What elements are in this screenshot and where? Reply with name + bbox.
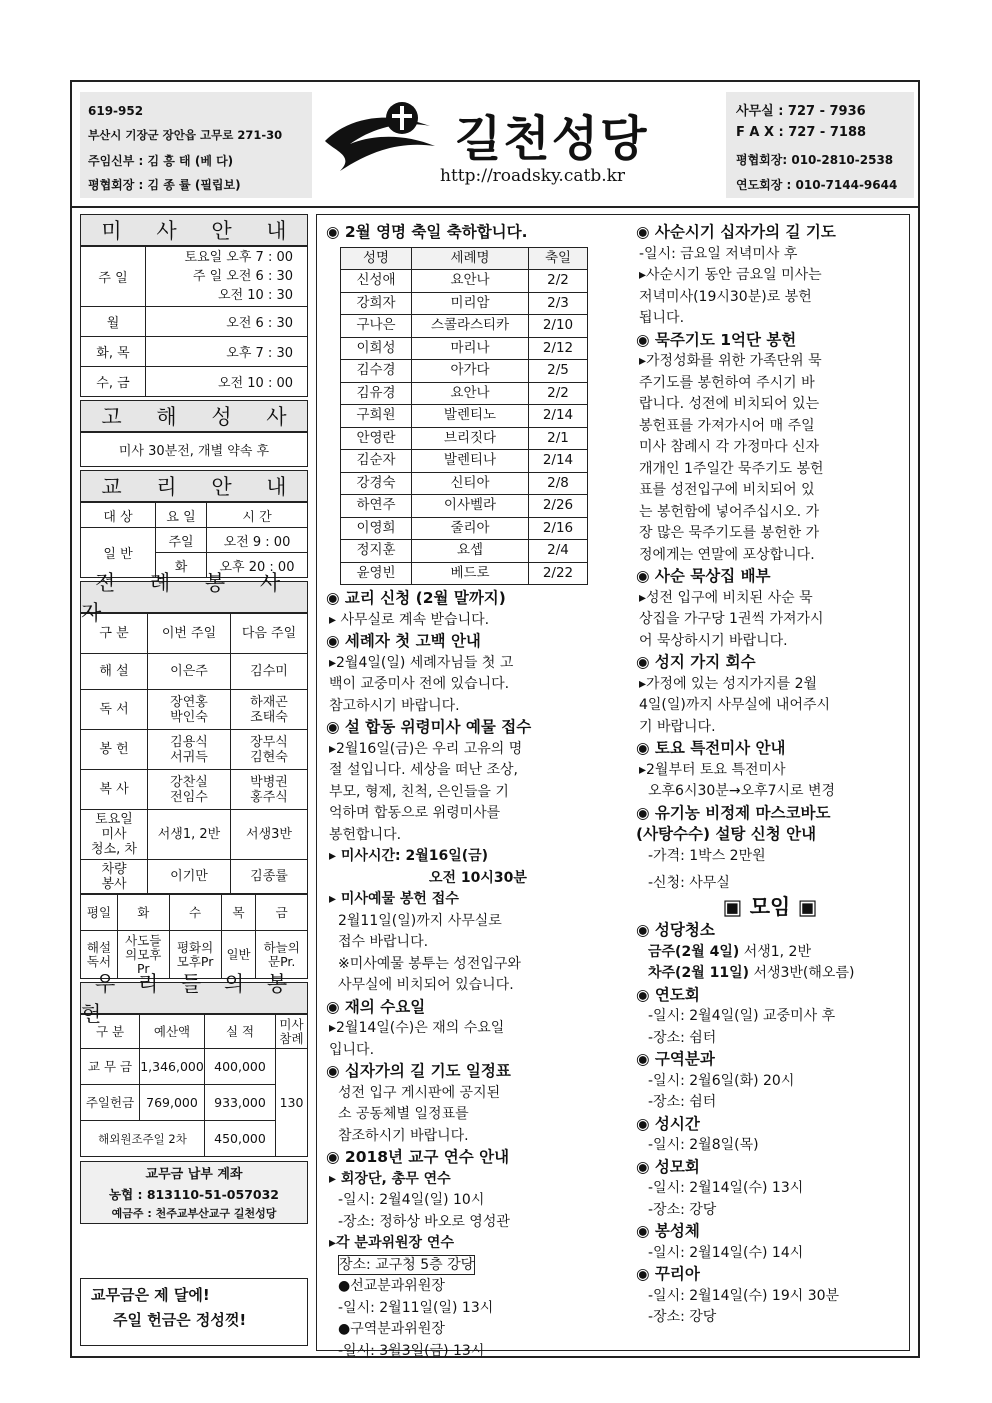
- col-header: 세례명: [412, 247, 529, 270]
- account-holder: 예금주 : 천주교부산교구 길천성당: [81, 1204, 308, 1224]
- mass-title: 미 사 안 내: [80, 214, 308, 246]
- section-text: -장소: 강당: [648, 1309, 717, 1325]
- mass-time: 오후 7 : 30: [146, 337, 308, 367]
- meetings-title: ▣ 모임 ▣: [722, 894, 818, 919]
- catechism-title: 교 리 안 내: [80, 470, 308, 502]
- feast-baptism: 요안나: [412, 270, 529, 293]
- ministers-title: 전 례 봉 사 자: [80, 581, 308, 613]
- section-text: 입니다.: [329, 1041, 375, 1058]
- section-text: ▸2월14일(수)은 재의 수요일: [329, 1020, 505, 1036]
- account-table: [80, 1161, 308, 1224]
- col-header: 실 적: [205, 1015, 276, 1049]
- catechism-day: 주일: [156, 528, 207, 553]
- feast-date: 2/1: [529, 427, 588, 450]
- section-text: ●선교분과위원장: [338, 1278, 445, 1294]
- col-header: 평일: [81, 895, 118, 931]
- section-text: 오후6시30분→오후7시로 변경: [648, 783, 836, 799]
- section-text: ▸2월16일(금)은 우리 고유의 명: [329, 740, 523, 757]
- feast-date: 2/8: [529, 472, 588, 495]
- section-text: -일시: 2월11일(일) 13시: [338, 1299, 494, 1316]
- section-heading: ◉ 세례자 첫 고백 안내: [326, 632, 481, 650]
- col-header: 예산액: [140, 1015, 205, 1049]
- table-row: [341, 292, 588, 315]
- section-text: -장소: 정하상 바오로 영성관: [338, 1213, 510, 1230]
- feast-date: 2/2: [529, 270, 588, 293]
- section-text: -일시: 2월14일(수) 14시: [648, 1244, 804, 1261]
- catechism-group: 일 반: [81, 528, 156, 578]
- feast-date: 2/14: [529, 450, 588, 473]
- col-header: 수: [169, 895, 221, 931]
- offering-label: 주일헌금: [81, 1085, 140, 1121]
- table-row: [341, 472, 588, 495]
- offering-actual: 450,000: [205, 1121, 276, 1157]
- section-text: 백이 교중미사 전에 있습니다.: [329, 676, 510, 692]
- section-text: -일시: 2월4일(일) 10시: [338, 1192, 485, 1208]
- minister-next: 김수미: [231, 654, 308, 690]
- minister-role: 차량 봉사: [81, 860, 148, 894]
- feast-baptism: 발렌티나: [412, 450, 529, 473]
- minister-this: 이은주: [148, 654, 231, 690]
- minister-role: 토요일 미사 청소, 차: [81, 810, 148, 860]
- council-chair: 평협회장 : 김 종 률 (필립보): [88, 178, 241, 192]
- section-text: 참고하시기 바랍니다.: [329, 697, 460, 714]
- offering-budget: 1,346,000: [140, 1049, 205, 1085]
- minister-this: 서생1, 2반: [148, 810, 231, 860]
- section-text: 2월11일(일)까지 사무실로: [338, 912, 502, 929]
- col-header: 성명: [341, 247, 412, 270]
- col-header: 시 간: [207, 503, 308, 528]
- feast-date: 2/14: [529, 405, 588, 428]
- feast-date: 2/26: [529, 495, 588, 518]
- feast-baptism: 줄리아: [412, 517, 529, 540]
- col-header: 구 분: [81, 614, 148, 654]
- section-text: 절 설입니다. 세상을 떠난 조상,: [329, 762, 518, 778]
- section-heading: ◉ 재의 수요일: [326, 997, 426, 1016]
- section-text: 사무실에 비치되어 있습니다.: [338, 977, 514, 993]
- mass-time: 오전 10 : 00: [146, 367, 308, 397]
- weekday-value: 사도들 의모후 Pr: [118, 931, 170, 979]
- mass-time: 오전 10 : 30: [218, 288, 293, 303]
- right-column: [636, 222, 904, 1329]
- feast-baptism: 발렌티노: [412, 405, 529, 428]
- church-address: 부산시 기장군 장안읍 고무로 271-30: [88, 128, 283, 142]
- feast-name: 이영희: [341, 517, 412, 540]
- minister-role: 봉 헌: [81, 730, 148, 770]
- website-url[interactable]: http://roadsky.catb.kr: [440, 166, 626, 186]
- section-heading: ◉ 묵주기도 1억단 봉헌: [636, 330, 797, 349]
- section-text: 어 묵상하시기 바랍니다.: [639, 632, 788, 649]
- offering-label: 교 무 금: [81, 1049, 140, 1085]
- col-header: 다음 주일: [231, 614, 308, 654]
- col-header: 구 분: [81, 1015, 140, 1049]
- section-text: -일시: 2월6일(화) 20시: [648, 1072, 795, 1089]
- section-text: 저녁미사(19시30분)로 봉헌: [639, 288, 812, 305]
- table-row: [341, 270, 588, 293]
- confession-text: 미사 30분전, 개별 약속 후: [81, 433, 308, 467]
- section-text: 미사 참례시 각 가정마다 신자: [639, 439, 820, 455]
- weekday-table: [80, 894, 308, 979]
- catechism-day: 화: [156, 553, 207, 578]
- feast-baptism: 이사벨라: [412, 495, 529, 518]
- minister-this: 이기만: [148, 860, 231, 894]
- minister-this: 강찬실 전임수: [148, 770, 231, 810]
- table-row: [341, 450, 588, 473]
- feast-date: 2/12: [529, 337, 588, 360]
- section-text: -일시: 2월4일(일) 교중미사 후: [648, 1008, 836, 1024]
- section-text: 상집을 가구당 1권씩 가져가시: [639, 611, 824, 627]
- section-text: -장소: 쉼터: [648, 1094, 717, 1110]
- yeondo-phone: 연도회장 : 010-7144-9644: [736, 178, 898, 192]
- feast-baptism: 요안나: [412, 382, 529, 405]
- feast-date: 2/3: [529, 292, 588, 315]
- section-heading: ◉ 연도회: [636, 985, 700, 1004]
- left-column: [80, 214, 308, 1224]
- feast-table: [340, 247, 588, 586]
- section-text: 는 봉헌함에 넣어주십시오. 가: [639, 503, 820, 520]
- ministers-table: [80, 613, 308, 894]
- offering-title: 우 리 들 의 봉 헌: [80, 982, 308, 1014]
- catechism-time: 오전 9 : 00: [207, 528, 308, 553]
- weekday-value: 평화의 모후Pr: [169, 931, 221, 979]
- note-line: 교무금은 제 달에!: [91, 1286, 210, 1304]
- section-text: ▸ 사무실로 계속 받습니다.: [329, 611, 490, 628]
- minister-next: 김종률: [231, 860, 308, 894]
- section-heading: ◉ 성지 가지 회수: [636, 653, 756, 671]
- minister-next: 박병권 홍주식: [231, 770, 308, 810]
- table-row: [341, 337, 588, 360]
- section-text: 억하며 합동으로 위령미사를: [329, 805, 501, 821]
- minister-this: 장연홍 박인숙: [148, 690, 231, 730]
- feast-baptism: 스콜라스티카: [412, 315, 529, 338]
- section-text: -장소: 쉼터: [648, 1029, 717, 1046]
- section-text: ▸2월부터 토요 특전미사: [639, 761, 786, 778]
- minister-role: 독 서: [81, 690, 148, 730]
- mass-time-line: 오전 10시30분: [429, 869, 527, 886]
- postal-code: 619-952: [88, 104, 144, 118]
- section-text: 장 많은 묵주기도를 봉헌한 가: [639, 525, 820, 541]
- col-header: 미사 참례: [276, 1015, 308, 1049]
- section-text: ※미사예물 봉투는 성전입구와: [338, 955, 521, 972]
- table-row: [341, 562, 588, 585]
- section-text: -장소: 강당: [648, 1201, 717, 1218]
- feast-name: 김순자: [341, 450, 412, 473]
- section-heading: ◉ 구역분과: [636, 1050, 715, 1068]
- minister-next: 하재곤 조태숙: [231, 690, 308, 730]
- section-heading: (사탕수수) 설탕 신청 안내: [636, 825, 817, 843]
- attendance-count: 130: [276, 1049, 308, 1157]
- section-heading: ◉ 사순시기 십자가의 길 기도: [636, 223, 836, 241]
- mass-time: 오전 6 : 30: [146, 307, 308, 337]
- section-heading: ◉ 2018년 교구 연수 안내: [326, 1148, 510, 1166]
- minister-next: 장무식 김현숙: [231, 730, 308, 770]
- table-row: [341, 495, 588, 518]
- section-text: ▸가정에 있는 성지가지를 2월: [639, 675, 818, 692]
- section-text: ▸2월4일(일) 세례자님들 첫 고: [329, 654, 514, 671]
- feast-baptism: 신티아: [412, 472, 529, 495]
- feast-baptism: 브리짓다: [412, 427, 529, 450]
- account-title: 교무금 납부 계좌: [81, 1162, 308, 1184]
- subheading: ▸ 미사예물 봉헌 접수: [329, 891, 459, 907]
- feast-date: 2/22: [529, 562, 588, 585]
- feast-name: 강희자: [341, 292, 412, 315]
- cleaning-week: 차주(2월 11일): [648, 965, 749, 981]
- feast-name: 이희성: [341, 337, 412, 360]
- feast-name: 구희원: [341, 405, 412, 428]
- account-number: 농협 : 813110-51-057032: [81, 1184, 308, 1204]
- cleaning-group: 서생1, 2반: [739, 943, 811, 960]
- feast-name: 김수경: [341, 360, 412, 383]
- table-row: [341, 517, 588, 540]
- section-heading: ◉ 설 합동 위령미사 예물 접수: [326, 718, 532, 736]
- feast-name: 신성애: [341, 270, 412, 293]
- col-header: 금: [256, 895, 308, 931]
- col-header: 이번 주일: [148, 614, 231, 654]
- feast-baptism: 요셉: [412, 540, 529, 563]
- subheading: ▸ 회장단, 총무 연수: [329, 1170, 451, 1187]
- section-text: -일시: 2월14일(수) 13시: [648, 1180, 804, 1196]
- section-heading: ◉ 봉성체: [636, 1222, 700, 1240]
- col-header: 축일: [529, 247, 588, 270]
- feast-name: 구나은: [341, 315, 412, 338]
- section-text: 성전 입구 게시판에 공지된: [338, 1084, 501, 1101]
- fax-number: F A X : 727 - 7188: [736, 125, 867, 140]
- weekday-role: 해설 독서: [81, 931, 118, 979]
- section-text: 소 공동체별 일정표를: [338, 1106, 469, 1122]
- offering-budget: 769,000: [140, 1085, 205, 1121]
- section-text: 개개인 1주일간 묵주기도 봉헌: [639, 460, 824, 477]
- col-header: 대 상: [81, 503, 156, 528]
- weekday-value: 하늘의 문Pr.: [256, 931, 308, 979]
- office-phone: 사무실 : 727 - 7936: [736, 104, 866, 119]
- section-heading: ◉ 성모회: [636, 1157, 700, 1176]
- table-row: [341, 405, 588, 428]
- section-text: -일시: 금요일 저녁미사 후: [639, 245, 798, 262]
- section-heading: ◉ 꾸리아: [636, 1265, 700, 1283]
- feast-date: 2/5: [529, 360, 588, 383]
- section-heading: ◉ 사순 묵상집 배부: [636, 567, 771, 585]
- section-text: 랍니다. 성전에 비치되어 있는: [639, 396, 820, 412]
- church-name: 길천성당: [455, 111, 649, 167]
- feast-baptism: 미리암: [412, 292, 529, 315]
- feast-name: 안영란: [341, 427, 412, 450]
- section-text: ▸가정성화를 위한 가족단위 묵: [639, 353, 822, 369]
- minister-role: 복 사: [81, 770, 148, 810]
- offering-actual: 400,000: [205, 1049, 276, 1085]
- catechism-time: 오후 20 : 00: [207, 553, 308, 578]
- mass-day: 수, 금: [81, 367, 146, 397]
- pastor-name: 주임신부 : 김 흥 태 (베 다): [88, 154, 234, 168]
- mass-time: 토요일 오후 7 : 00: [184, 250, 293, 265]
- mass-time-line: ▸ 미사시간: 2월16일(금): [329, 848, 489, 864]
- section-heading: ◉ 토요 특전미사 안내: [636, 739, 786, 757]
- mass-table: [80, 246, 308, 397]
- section-text: 기 바랍니다.: [639, 718, 716, 735]
- section-text: ▸사순시기 동안 금요일 미사는: [639, 267, 822, 283]
- feast-baptism: 마리나: [412, 337, 529, 360]
- section-text: -신청: 사무실: [648, 875, 730, 891]
- section-text: 표를 성전입구에 비치되어 있: [639, 482, 815, 498]
- section-text: 봉헌합니다.: [329, 826, 402, 843]
- section-text: 부모, 형제, 친척, 은인들을 기: [329, 783, 509, 800]
- section-text: -일시: 2월8일(목): [648, 1137, 759, 1153]
- section-text: -일시: 3월3일(금) 13시: [338, 1342, 485, 1359]
- section-text: 참조하시기 바랍니다.: [338, 1127, 469, 1144]
- feast-name: 하연주: [341, 495, 412, 518]
- feast-baptism: 베드로: [412, 562, 529, 585]
- feast-name: 정지훈: [341, 540, 412, 563]
- col-header: 목: [221, 895, 256, 931]
- table-row: [341, 315, 588, 338]
- table-row: [341, 360, 588, 383]
- cleaning-group: 서생3반(해오름): [749, 965, 855, 981]
- cleaning-week: 금주(2월 4일): [648, 943, 740, 960]
- church-logo: [320, 96, 460, 176]
- offering-actual: 933,000: [205, 1085, 276, 1121]
- section-text: 4일(일)까지 사무실에 내어주시: [639, 697, 831, 713]
- subheading: ▸각 분과위원장 연수: [329, 1235, 454, 1251]
- feast-baptism: 아가다: [412, 360, 529, 383]
- section-heading: ◉ 성당청소: [636, 921, 715, 939]
- section-text: 됩니다.: [639, 310, 685, 326]
- section-text: ▸성전 입구에 비치된 사순 묵: [639, 589, 813, 606]
- mass-day: 화, 목: [81, 337, 146, 367]
- section-text: 정에게는 연말에 포상합니다.: [639, 546, 815, 563]
- table-row: [341, 540, 588, 563]
- offering-label: 해외원조주일 2차: [81, 1121, 205, 1157]
- footer-note: [80, 1278, 308, 1346]
- mass-time: 주 일 오전 6 : 30: [192, 269, 293, 284]
- weekday-value: 일반: [221, 931, 256, 979]
- council-phone: 평협회장: 010-2810-2538: [736, 153, 894, 167]
- section-text: 주기도를 봉헌하여 주시기 바: [639, 374, 815, 391]
- mass-day: 월: [81, 307, 146, 337]
- section-heading: ◉ 유기농 비정제 마스코바도: [636, 803, 831, 822]
- section-heading: ◉ 성시간: [636, 1114, 700, 1133]
- feast-name: 윤영빈: [341, 562, 412, 585]
- feast-name: 강경숙: [341, 472, 412, 495]
- note-line: 주일 헌금은 정성껏!: [113, 1311, 247, 1329]
- confession-table: [80, 432, 308, 467]
- section-text: 접수 바랍니다.: [338, 934, 429, 950]
- table-row: [341, 427, 588, 450]
- feast-date: 2/4: [529, 540, 588, 563]
- minister-role: 해 설: [81, 654, 148, 690]
- feast-date: 2/2: [529, 382, 588, 405]
- confession-title: 고 해 성 사: [80, 400, 308, 432]
- minister-next: 서생3반: [231, 810, 308, 860]
- section-text: -가격: 1박스 2만원: [648, 847, 766, 864]
- offering-table: [80, 1014, 308, 1157]
- feast-date: 2/16: [529, 517, 588, 540]
- venue-box: 장소: 교구청 5층 강당: [339, 1256, 475, 1273]
- feast-date: 2/10: [529, 315, 588, 338]
- section-heading: ◉ 십자가의 길 기도 일정표: [326, 1062, 511, 1080]
- minister-this: 김용식 서귀득: [148, 730, 231, 770]
- section-text: 봉헌표를 가져가시어 매 주일: [639, 417, 815, 434]
- sunday-label: 주 일: [81, 247, 146, 307]
- col-header: 요 일: [156, 503, 207, 528]
- feast-heading: ◉ 2월 영명 축일 축하합니다.: [326, 223, 528, 241]
- table-row: [341, 382, 588, 405]
- col-header: 화: [118, 895, 170, 931]
- section-heading: ◉ 교리 신청 (2월 말까지): [326, 589, 506, 607]
- section-text: ●구역분과위원장: [338, 1321, 445, 1337]
- feast-name: 김유경: [341, 382, 412, 405]
- middle-column: [326, 222, 606, 1362]
- section-text: -일시: 2월14일(수) 19시 30분: [648, 1287, 840, 1304]
